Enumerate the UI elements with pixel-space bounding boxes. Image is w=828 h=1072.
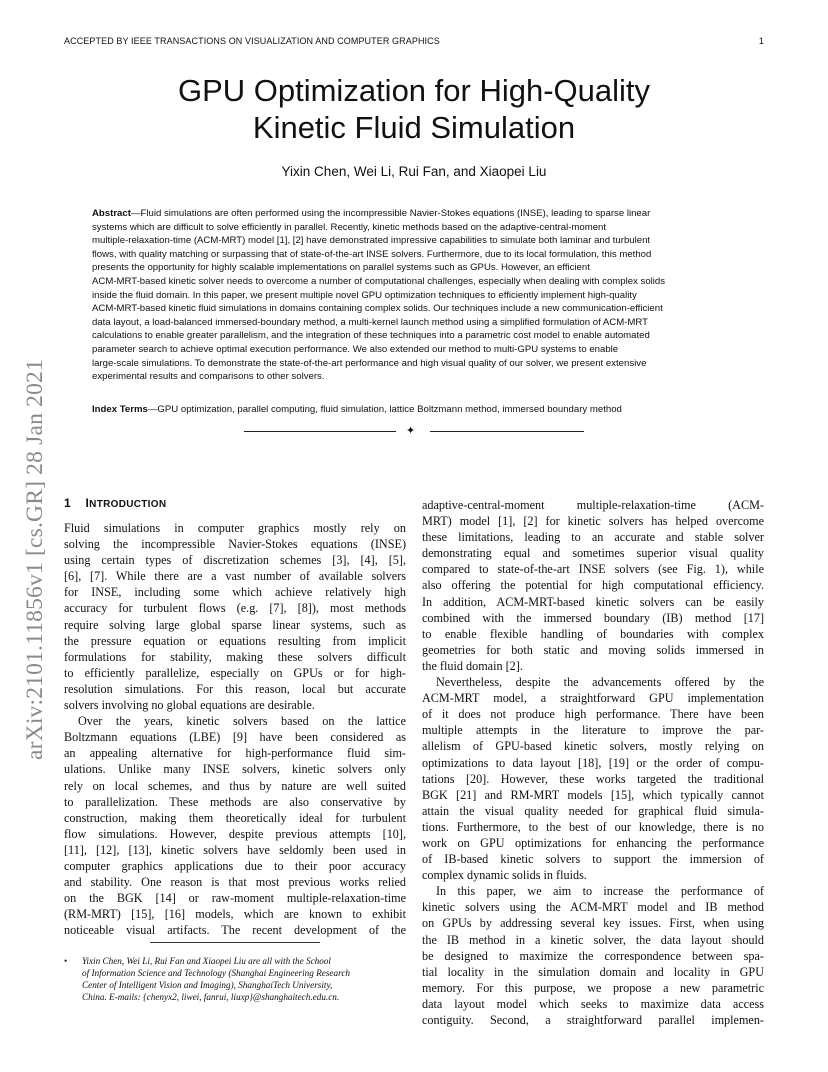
footnote-line: Yixin Chen, Wei Li, Rui Fan and Xiaopei Liu are all with the School	[82, 956, 331, 966]
body-text-line: rely on local schemes, and thus by nature are well suited	[64, 778, 406, 793]
footnote-line: China. E-mails: {chenyx2, liwei, fanrui, liuxp}@shanghaitech.edu.cn.	[82, 992, 340, 1002]
body-text-line: Fluid simulations in computer graphics mostly rely on	[64, 521, 406, 535]
body-text-line: formulations for stability, making these solvers difficult	[64, 649, 406, 664]
body-text-line: an appealing alternative for high-performance fluid sim-	[64, 746, 406, 761]
body-text-line: memory. For this purpose, we propose a new parametric	[422, 980, 764, 995]
body-text-line: on GPUs by addressing several key issues. First, when using	[422, 916, 764, 931]
body-text-line: In this paper, we aim to increase the performance of	[436, 884, 764, 899]
body-text-line: these limitations, leading to an accurate and stable solver	[422, 530, 764, 545]
body-text-line: [11], [12], [13], kinetic solvers have seldomly been used in	[64, 842, 406, 857]
index-terms-label: Index Terms	[92, 404, 148, 415]
abstract-line: experimental results and comparisons to other solvers.	[92, 371, 325, 383]
body-text-line: computer graphics applications due to their poor accuracy	[64, 858, 406, 873]
abstract-line: data layout, a load-balanced immersed-boundary method, a multi-kernel launch method using a simplified formulation of ACM-MRT	[92, 316, 649, 328]
body-text-line: be designed to maximize the correspondence between spa-	[422, 948, 764, 963]
index-terms	[92, 403, 738, 417]
body-text-line: tions. Furthermore, to the best of our knowledge, there is no	[422, 819, 764, 834]
abstract-label: Abstract	[92, 208, 131, 219]
body-text-line: compared to state-of-the-art INSE solvers (see Fig. 1), while	[422, 562, 764, 577]
section-title-initial: I	[85, 496, 90, 510]
separator-rule-right	[430, 431, 584, 432]
body-text-line: Over the years, kinetic solvers based on the lattice	[78, 714, 406, 729]
abstract-line: large-scale simulations. To demonstrate the state-of-the-art performance and high visual quality of our solver, we present extensive	[92, 357, 647, 369]
title-line: GPU Optimization for High-Quality	[177, 73, 651, 108]
footnote-line: of Information Science and Technology (Shanghai Engineering Research	[82, 968, 351, 978]
body-text-line: require solving large global sparse linear systems, such as	[64, 617, 406, 632]
author-affiliation-footnote	[64, 955, 408, 1003]
running-header	[64, 36, 764, 50]
body-text-line: ACM-MRT model, a straightforward GPU implementation	[422, 691, 764, 706]
body-text-line: kinetic solvers using the ACM-MRT model and IB method	[422, 900, 764, 915]
index-terms-text: —GPU optimization, parallel computing, fluid simulation, lattice Boltzmann method, immersed boundary method	[147, 404, 622, 415]
body-text-line: Boltzmann equations (LBE) [9] have been considered as	[64, 730, 406, 745]
body-text-line: BGK [21] and RM-MRT models [15], which typically cannot	[422, 787, 764, 802]
body-text-line: accuracy for turbulent flows (e.g. [7], [8]), most methods	[64, 601, 406, 616]
body-text-line: contiguity. Second, a straightforward parallel implemen-	[422, 1013, 764, 1027]
body-text-line: tial locality in the simulation domain and locality in GPU	[422, 964, 764, 979]
section-separator	[244, 424, 584, 438]
body-text-line: solvers involving no global equations are desirable.	[64, 698, 315, 713]
body-text-line: combined with the immersed boundary (IB) method [17]	[422, 610, 764, 625]
body-text-line: on the BGK [14] or raw-moment multiple-relaxation-time	[64, 891, 406, 906]
body-text-line: of IB-based kinetic solvers to support the immersion of	[422, 852, 764, 867]
body-text-line: construction, making them theoretically ideal for turbulent	[64, 810, 406, 825]
abstract-line: inside the fluid domain. In this paper, we present multiple novel GPU optimization techniques to efficiently implement high-quality	[92, 289, 637, 301]
page-number: 1	[758, 36, 764, 46]
body-text-line: of it does not produce high performance. There have been	[422, 707, 764, 722]
body-text-line: the IB method in a kinetic solver, the data layout should	[422, 932, 764, 947]
abstract-line: flows, with quality matching or surpassing that of state-of-the-art INSE solvers. Furthermore, due to its local formulation, this method	[92, 248, 652, 260]
right-column-text	[422, 497, 764, 1028]
section-heading	[64, 496, 166, 510]
body-text-line: (RM-MRT) [15], [16] models, which are known to exhibit	[64, 907, 406, 922]
body-text-line: for INSE, including some which achieve relatively high	[64, 585, 406, 600]
body-text-line: the pressure equation or equations resulting from implicit	[64, 633, 406, 648]
body-text-line: work on GPU optimizations for enhancing the performance	[422, 835, 764, 850]
body-text-line: demonstrating equal and sometimes superior visual quality	[422, 546, 764, 561]
abstract-line: calculations to enable greater parallelism, and the integration of these techniques into a parametric cost model to enable automated	[92, 330, 650, 342]
bullet-icon: •	[64, 956, 68, 966]
body-text-line: MRT) model [1], [2] for kinetic solvers has helped overcome	[422, 514, 764, 529]
abstract-line: ACM-MRT-based kinetic fluid simulations in domains containing complex solids. Our techniques include a new communication-efficient	[92, 303, 663, 315]
body-text-line: tations [20]. However, these works targeted the traditional	[422, 771, 764, 786]
body-text-line: multiple attempts in the literature to improve the par-	[422, 723, 764, 738]
diamond-star-icon: ✦	[406, 424, 416, 437]
abstract-line: presents the opportunity for highly scalable implementations on parallel systems such as GPUs. However, an efficient	[92, 262, 590, 274]
abstract-line: ACM-MRT-based kinetic solver needs to overcome a number of computational challenges, especially when dealing with complex solids	[92, 275, 666, 287]
body-text-line: In addition, ACM-MRT-based kinetic solvers can be easily	[422, 594, 764, 609]
separator-rule-left	[244, 431, 396, 432]
body-text-line: Nevertheless, despite the advancements offered by the	[436, 675, 764, 690]
body-text-line: flow simulations. However, despite previous attempts [10],	[64, 826, 406, 841]
abstract-line: —Fluid simulations are often performed using the incompressible Navier-Stokes equations (INSE), leading to sparse linear	[130, 208, 651, 219]
running-head-text: ACCEPTED BY IEEE TRANSACTIONS ON VISUALIZATION AND COMPUTER GRAPHICS	[64, 36, 440, 46]
section-title-rest: NTRODUCTION	[89, 499, 167, 510]
body-text-line: to parallelization. These methods are also conservative by	[64, 794, 406, 809]
body-text-line: data layout model which seeks to maximize data access	[422, 996, 764, 1011]
body-text-line: also offering the potential for high computational efficiency.	[422, 578, 764, 593]
body-text-line: attain the visual quality needed for graphical fluid simula-	[422, 803, 764, 818]
body-text-line: noticeable visual artifacts. The recent development of the	[64, 923, 406, 938]
body-text-line: to efficiently parallelize, especially on GPUs or for high-	[64, 665, 406, 680]
body-text-line: allelism of GPU-based kinetic solvers, mostly relying on	[422, 739, 764, 754]
body-text-line: and stability. One reason is that most previous works relied	[64, 875, 406, 890]
abstract-line: systems which are difficult to solve efficiently in parallel. Recently, kinetic methods based on the adaptive-central-moment	[92, 221, 607, 233]
abstract	[92, 207, 738, 384]
footnote-line: Center of Intelligent Vision and Imaging), ShanghaiTech University,	[82, 980, 333, 990]
body-text-line: to enable flexible handling of boundaries with complex	[422, 626, 764, 641]
body-text-line: [6], [7]. While there are a vast number of available solvers	[64, 569, 406, 584]
abstract-line: multiple-relaxation-time (ACM-MRT) model [1], [2] have demonstrated impressive capabilities to simulate both laminar and turbulent	[92, 235, 651, 247]
body-text-line: the fluid domain [2].	[422, 658, 523, 673]
body-text-line: resolution simulations. For this reason, local but accurate	[64, 681, 406, 696]
section-number: 1	[64, 496, 71, 510]
paper-title	[100, 72, 728, 146]
body-text-line: ulations. Unlike many INSE solvers, kinetic solvers only	[64, 762, 406, 777]
body-text-line: geometries for both static and moving solids immersed in	[422, 642, 764, 657]
left-column-text	[64, 520, 406, 938]
body-text-line: adaptive-central-moment multiple-relaxation-time (ACM-	[422, 498, 764, 512]
body-text-line: solving the incompressible Navier-Stokes equations (INSE)	[64, 537, 406, 552]
body-text-line: optimizations to data layout [18], [19] or the order of compu-	[422, 755, 764, 770]
footnote-rule	[150, 942, 320, 943]
body-text-line: using certain types of discretization schemes [3], [4], [5],	[64, 553, 406, 568]
author-list: Yixin Chen, Wei Li, Rui Fan, and Xiaopei Liu	[281, 164, 547, 179]
title-line: Kinetic Fluid Simulation	[252, 110, 576, 145]
abstract-line: parameter search to achieve optimal execution performance. We also extended our method to multi-GPU systems to enable	[92, 343, 619, 355]
arxiv-identifier-stamp: arXiv:2101.11856v1 [cs.GR] 28 Jan 2021	[22, 359, 48, 760]
body-text-line: complex dynamic solids in fluids.	[422, 868, 587, 883]
